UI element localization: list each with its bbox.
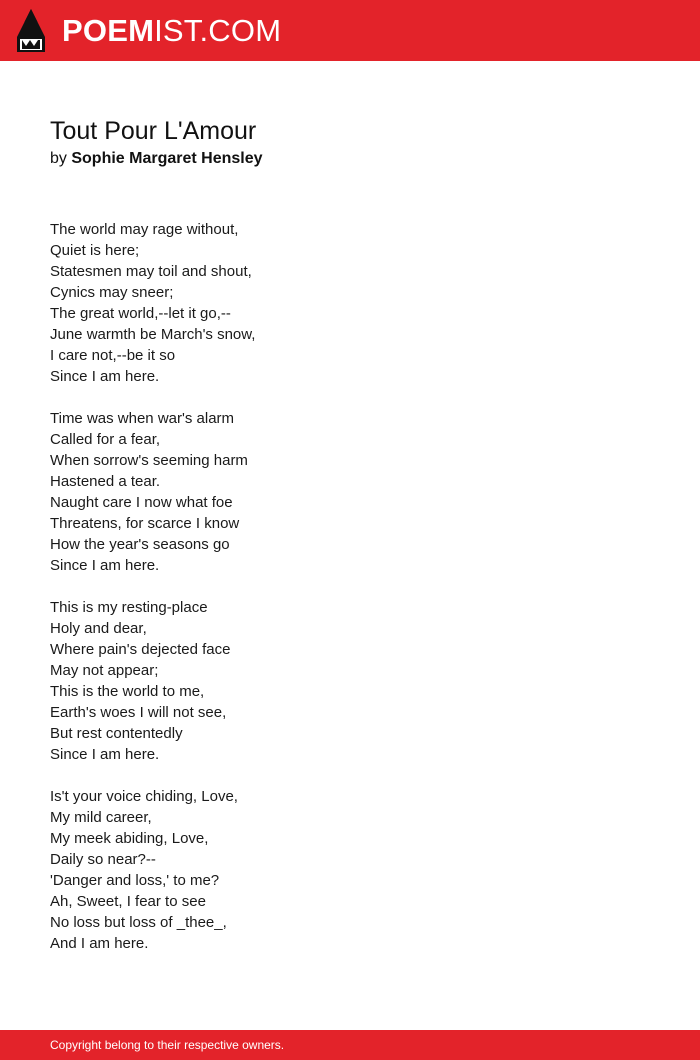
site-logo[interactable] (62, 11, 281, 51)
poem-line: 'Danger and loss,' to me? (50, 872, 220, 889)
poem-line: Since I am here. (50, 746, 160, 763)
poem-line: Naught care I now what foe (50, 494, 233, 511)
copyright-text: Copyright belong to their respective owners. (50, 1038, 285, 1052)
poem-line: My mild career, (50, 809, 152, 826)
site-header (0, 0, 700, 61)
poem-line: No loss but loss of _thee_, (50, 914, 227, 931)
logo-text-light: IST.COM (154, 13, 282, 48)
poem-line: Where pain's dejected face (50, 641, 231, 658)
poem-body (50, 219, 650, 975)
poem-line: Ah, Sweet, I fear to see (50, 893, 206, 910)
poem-byline (50, 148, 263, 170)
pencil-tip-icon[interactable] (17, 9, 45, 52)
poem-line: Since I am here. (50, 368, 160, 385)
poem-line: Holy and dear, (50, 620, 147, 637)
poem-line: Daily so near?-- (50, 851, 156, 868)
poem-line: But rest contentedly (50, 725, 183, 742)
poem-line: Time was when war's alarm (50, 410, 235, 427)
poem-line: Since I am here. (50, 557, 160, 574)
poem-line: The world may rage without, (50, 221, 239, 238)
poem-author: Sophie Margaret Hensley (71, 150, 263, 167)
by-label: by (50, 150, 67, 167)
poem-line: I care not,--be it so (50, 347, 176, 364)
poem-line: How the year's seasons go (50, 536, 230, 553)
poem-line: This is my resting-place (50, 599, 208, 616)
poem-line: This is the world to me, (50, 683, 205, 700)
poem-line: Cynics may sneer; (50, 284, 174, 301)
poem-line: June warmth be March's snow, (50, 326, 256, 343)
stanza-1 (50, 219, 650, 387)
poem-line: Threatens, for scarce I know (50, 515, 240, 532)
poem-line: The great world,--let it go,-- (50, 305, 231, 322)
poem-line: Hastened a tear. (50, 473, 161, 490)
logo-text-bold: POEM (62, 13, 155, 48)
stanza-4 (50, 786, 650, 954)
site-footer (0, 1030, 700, 1060)
poem-line: Quiet is here; (50, 242, 140, 259)
poem-line: When sorrow's seeming harm (50, 452, 248, 469)
poem-line: May not appear; (50, 662, 159, 679)
stanza-2 (50, 408, 650, 576)
poem-line: Called for a fear, (50, 431, 161, 448)
poem-line: Earth's woes I will not see, (50, 704, 227, 721)
poem-title: Tout Pour L'Amour (50, 117, 257, 145)
poem-line: Is't your voice chiding, Love, (50, 788, 238, 805)
poem-line: And I am here. (50, 935, 149, 952)
poem-line: My meek abiding, Love, (50, 830, 209, 847)
poem-line: Statesmen may toil and shout, (50, 263, 252, 280)
stanza-3 (50, 597, 650, 765)
